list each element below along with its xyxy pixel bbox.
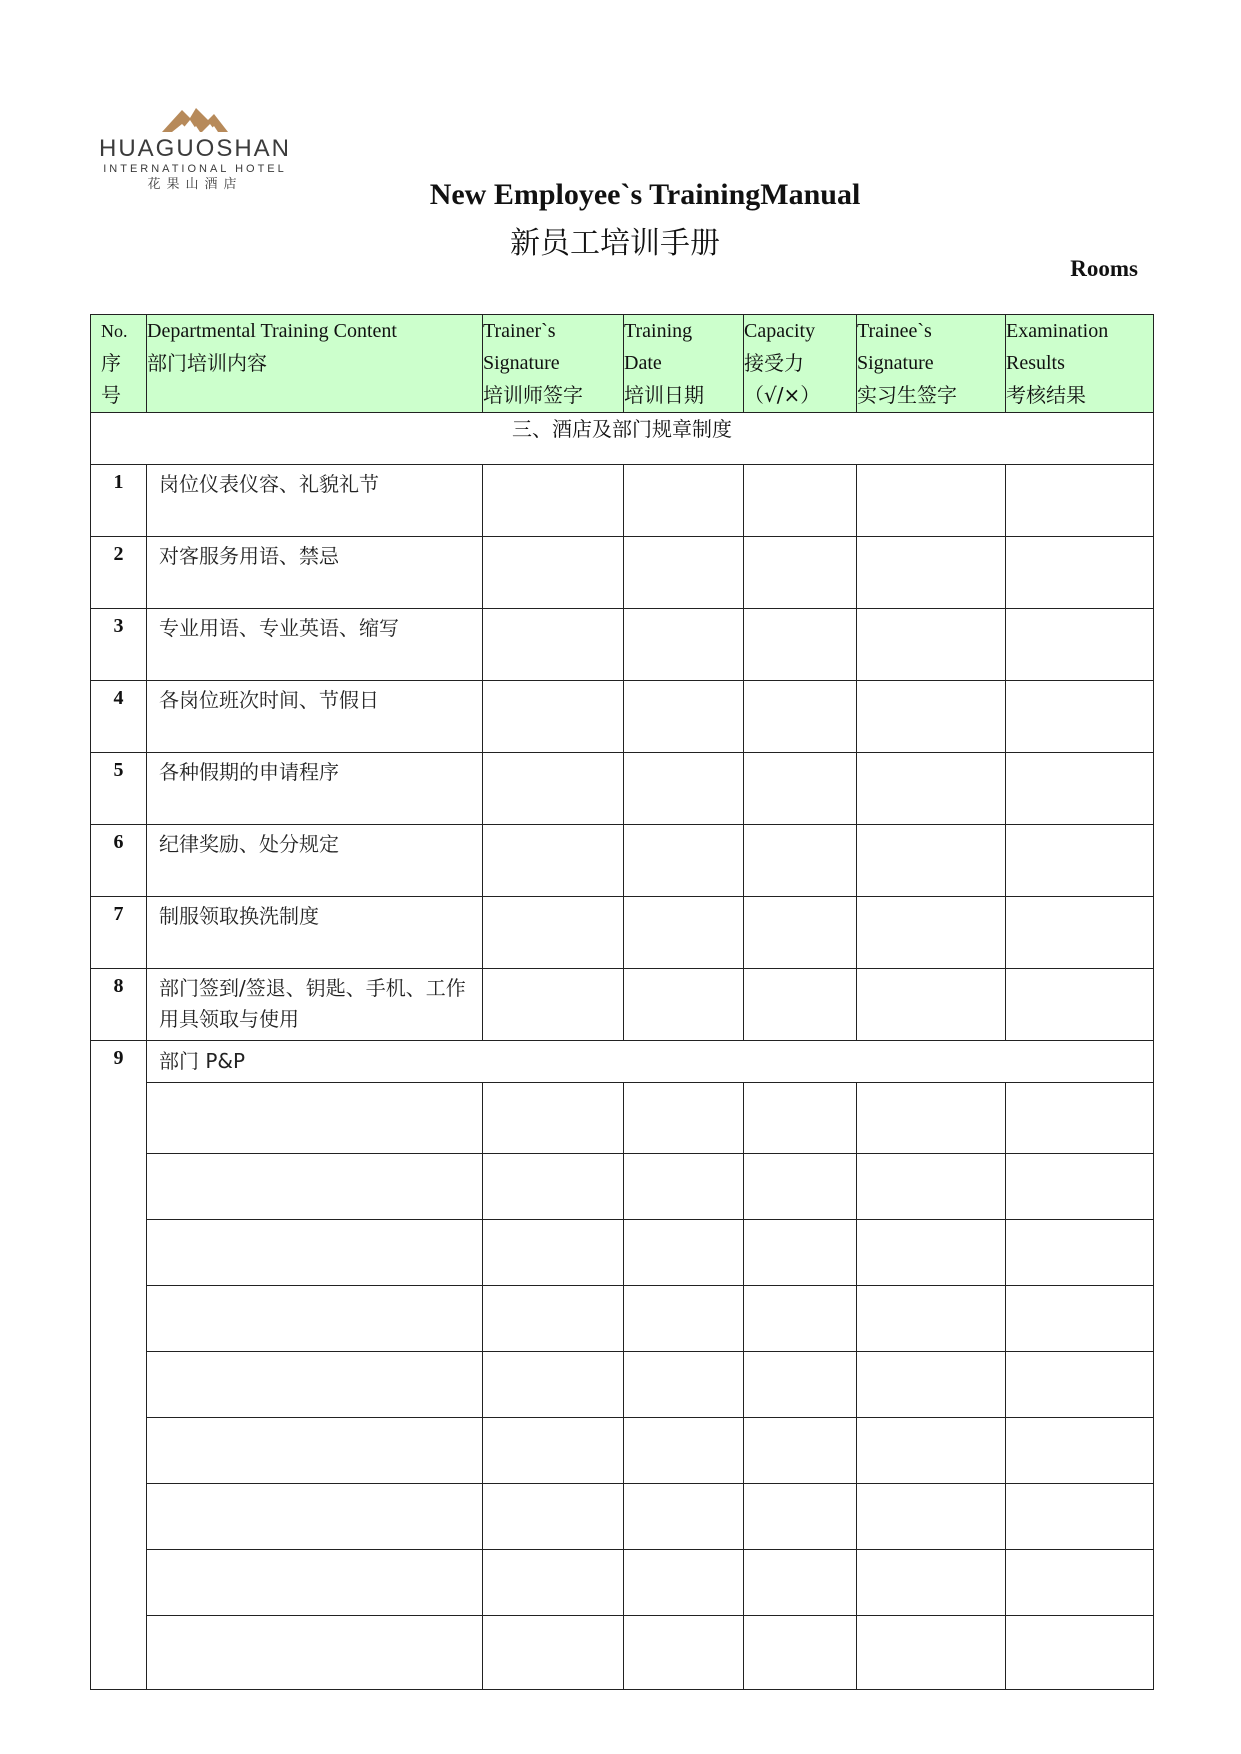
table-row xyxy=(91,825,1154,897)
examination-result-cell[interactable] xyxy=(1006,1220,1154,1286)
trainer-signature-cell[interactable] xyxy=(483,1154,624,1220)
blank-row xyxy=(91,1418,1154,1484)
section-row xyxy=(91,413,1154,465)
blank-row xyxy=(91,1220,1154,1286)
trainee-signature-cell[interactable] xyxy=(857,825,1006,897)
training-date-cell[interactable] xyxy=(624,753,744,825)
trainer-signature-cell[interactable] xyxy=(483,753,624,825)
trainee-signature-cell[interactable] xyxy=(857,1484,1006,1550)
content-cell[interactable] xyxy=(147,1550,483,1616)
trainer-signature-cell[interactable] xyxy=(483,1083,624,1154)
capacity-cell[interactable] xyxy=(744,825,857,897)
blank-row xyxy=(91,1550,1154,1616)
content-cell[interactable] xyxy=(147,1083,483,1154)
trainee-signature-cell[interactable] xyxy=(857,897,1006,969)
capacity-cell[interactable] xyxy=(744,1550,857,1616)
trainer-signature-cell[interactable] xyxy=(483,1286,624,1352)
training-date-cell[interactable] xyxy=(624,1154,744,1220)
trainer-signature-cell[interactable] xyxy=(483,1418,624,1484)
table-row xyxy=(91,897,1154,969)
column-header-training-date: Training Date 培训日期 xyxy=(624,315,744,413)
table-row xyxy=(91,753,1154,825)
training-date-cell[interactable] xyxy=(624,969,744,1041)
row-number: 7 xyxy=(91,897,147,969)
training-date-cell[interactable] xyxy=(624,897,744,969)
capacity-cell[interactable] xyxy=(744,1352,857,1418)
logo-chinese-name: 花果山酒店 xyxy=(147,177,243,192)
training-date-cell[interactable] xyxy=(624,465,744,537)
examination-result-cell[interactable] xyxy=(1006,1484,1154,1550)
row-content: 部门 P&P xyxy=(147,1041,1154,1083)
training-date-cell[interactable] xyxy=(624,537,744,609)
trainer-signature-cell[interactable] xyxy=(483,1616,624,1690)
training-date-cell[interactable] xyxy=(624,609,744,681)
row-content: 对客服务用语、禁忌 xyxy=(147,537,483,609)
capacity-cell[interactable] xyxy=(744,1083,857,1154)
content-cell[interactable] xyxy=(147,1484,483,1550)
row-number: 2 xyxy=(91,537,147,609)
content-cell[interactable] xyxy=(147,1154,483,1220)
content-cell[interactable] xyxy=(147,1616,483,1690)
capacity-cell[interactable] xyxy=(744,1286,857,1352)
trainer-signature-cell[interactable] xyxy=(483,537,624,609)
table-row xyxy=(91,969,1154,1041)
examination-result-cell[interactable] xyxy=(1006,681,1154,753)
row-content: 专业用语、专业英语、缩写 xyxy=(147,609,483,681)
capacity-cell[interactable] xyxy=(744,753,857,825)
capacity-cell[interactable] xyxy=(744,537,857,609)
capacity-cell[interactable] xyxy=(744,1418,857,1484)
training-date-cell[interactable] xyxy=(624,681,744,753)
trainee-signature-cell[interactable] xyxy=(857,1220,1006,1286)
table-header-row xyxy=(91,315,1154,413)
trainer-signature-cell[interactable] xyxy=(483,681,624,753)
content-cell[interactable] xyxy=(147,1220,483,1286)
row-number: 4 xyxy=(91,681,147,753)
logo-brand: HUAGUOSHAN xyxy=(98,135,292,162)
blank-row xyxy=(91,1484,1154,1550)
examination-result-cell[interactable] xyxy=(1006,897,1154,969)
training-date-cell[interactable] xyxy=(624,1418,744,1484)
row-number: 3 xyxy=(91,609,147,681)
examination-result-cell[interactable] xyxy=(1006,537,1154,609)
trainee-signature-cell[interactable] xyxy=(857,465,1006,537)
table-row xyxy=(91,681,1154,753)
column-header-no: No. 序 号 xyxy=(91,315,147,413)
capacity-cell[interactable] xyxy=(744,681,857,753)
examination-result-cell[interactable] xyxy=(1006,465,1154,537)
trainer-signature-cell[interactable] xyxy=(483,1550,624,1616)
training-date-cell[interactable] xyxy=(624,1352,744,1418)
examination-result-cell[interactable] xyxy=(1006,825,1154,897)
column-header-trainee-signature: Trainee`s Signature 实习生签字 xyxy=(857,315,1006,413)
training-date-cell[interactable] xyxy=(624,1083,744,1154)
blank-row xyxy=(91,1352,1154,1418)
training-date-cell[interactable] xyxy=(624,1616,744,1690)
blank-row xyxy=(91,1286,1154,1352)
capacity-cell[interactable] xyxy=(744,465,857,537)
training-date-cell[interactable] xyxy=(624,825,744,897)
trainee-signature-cell[interactable] xyxy=(857,1352,1006,1418)
trainee-signature-cell[interactable] xyxy=(857,1418,1006,1484)
column-header-content: Departmental Training Content 部门培训内容 xyxy=(147,315,483,413)
training-date-cell[interactable] xyxy=(624,1550,744,1616)
content-cell[interactable] xyxy=(147,1352,483,1418)
capacity-cell[interactable] xyxy=(744,1616,857,1690)
trainer-signature-cell[interactable] xyxy=(483,825,624,897)
row-content: 各种假期的申请程序 xyxy=(147,753,483,825)
trainee-signature-cell[interactable] xyxy=(857,537,1006,609)
department-label: Rooms xyxy=(1070,256,1138,281)
trainer-signature-cell[interactable] xyxy=(483,609,624,681)
examination-result-cell[interactable] xyxy=(1006,609,1154,681)
row-number: 6 xyxy=(91,825,147,897)
examination-result-cell[interactable] xyxy=(1006,1083,1154,1154)
examination-result-cell[interactable] xyxy=(1006,1616,1154,1690)
row-content: 制服领取换洗制度 xyxy=(147,897,483,969)
capacity-cell[interactable] xyxy=(744,897,857,969)
examination-result-cell[interactable] xyxy=(1006,969,1154,1041)
logo-subtitle: INTERNATIONAL HOTEL xyxy=(103,163,287,175)
training-date-cell[interactable] xyxy=(624,1484,744,1550)
trainee-signature-cell[interactable] xyxy=(857,1550,1006,1616)
training-table xyxy=(90,314,1154,1690)
row-content: 纪律奖励、处分规定 xyxy=(147,825,483,897)
trainer-signature-cell[interactable] xyxy=(483,1220,624,1286)
content-cell[interactable] xyxy=(147,1286,483,1352)
row-number: 8 xyxy=(91,969,147,1041)
row-number: 1 xyxy=(91,465,147,537)
section-title: 三、酒店及部门规章制度 xyxy=(91,413,1154,465)
capacity-cell[interactable] xyxy=(744,969,857,1041)
mountain-logo-icon xyxy=(160,100,230,134)
blank-row xyxy=(91,1083,1154,1154)
row-number: 9 xyxy=(91,1041,147,1690)
examination-result-cell[interactable] xyxy=(1006,1286,1154,1352)
document-title-chinese: 新员工培训手册 xyxy=(510,226,720,261)
column-header-examination-results: Examination Results 考核结果 xyxy=(1006,315,1154,413)
trainee-signature-cell[interactable] xyxy=(857,1083,1006,1154)
trainee-signature-cell[interactable] xyxy=(857,1286,1006,1352)
training-date-cell[interactable] xyxy=(624,1286,744,1352)
trainee-signature-cell[interactable] xyxy=(857,753,1006,825)
blank-row xyxy=(91,1154,1154,1220)
row-content: 部门签到/签退、钥匙、手机、工作用具领取与使用 xyxy=(147,969,483,1041)
capacity-cell[interactable] xyxy=(744,609,857,681)
table-row xyxy=(91,537,1154,609)
trainer-signature-cell[interactable] xyxy=(483,969,624,1041)
trainee-signature-cell[interactable] xyxy=(857,969,1006,1041)
training-date-cell[interactable] xyxy=(624,1220,744,1286)
examination-result-cell[interactable] xyxy=(1006,1418,1154,1484)
row-content: 各岗位班次时间、节假日 xyxy=(147,681,483,753)
column-header-capacity: Capacity 接受力 （√/×） xyxy=(744,315,857,413)
column-header-trainer-signature: Trainer`s Signature 培训师签字 xyxy=(483,315,624,413)
capacity-cell[interactable] xyxy=(744,1220,857,1286)
examination-result-cell[interactable] xyxy=(1006,753,1154,825)
examination-result-cell[interactable] xyxy=(1006,1154,1154,1220)
capacity-cell[interactable] xyxy=(744,1484,857,1550)
document-title-english: New Employee`s TrainingManual xyxy=(429,178,861,211)
trainer-signature-cell[interactable] xyxy=(483,465,624,537)
capacity-cell[interactable] xyxy=(744,1154,857,1220)
trainee-signature-cell[interactable] xyxy=(857,1616,1006,1690)
table-row xyxy=(91,609,1154,681)
trainer-signature-cell[interactable] xyxy=(483,1352,624,1418)
trainer-signature-cell[interactable] xyxy=(483,1484,624,1550)
examination-result-cell[interactable] xyxy=(1006,1352,1154,1418)
blank-row xyxy=(91,1616,1154,1690)
trainee-signature-cell[interactable] xyxy=(857,609,1006,681)
trainee-signature-cell[interactable] xyxy=(857,1154,1006,1220)
row-content: 岗位仪表仪容、礼貌礼节 xyxy=(147,465,483,537)
row-number: 5 xyxy=(91,753,147,825)
trainer-signature-cell[interactable] xyxy=(483,897,624,969)
content-cell[interactable] xyxy=(147,1418,483,1484)
table-row xyxy=(91,465,1154,537)
examination-result-cell[interactable] xyxy=(1006,1550,1154,1616)
trainee-signature-cell[interactable] xyxy=(857,681,1006,753)
table-row-9 xyxy=(91,1041,1154,1083)
